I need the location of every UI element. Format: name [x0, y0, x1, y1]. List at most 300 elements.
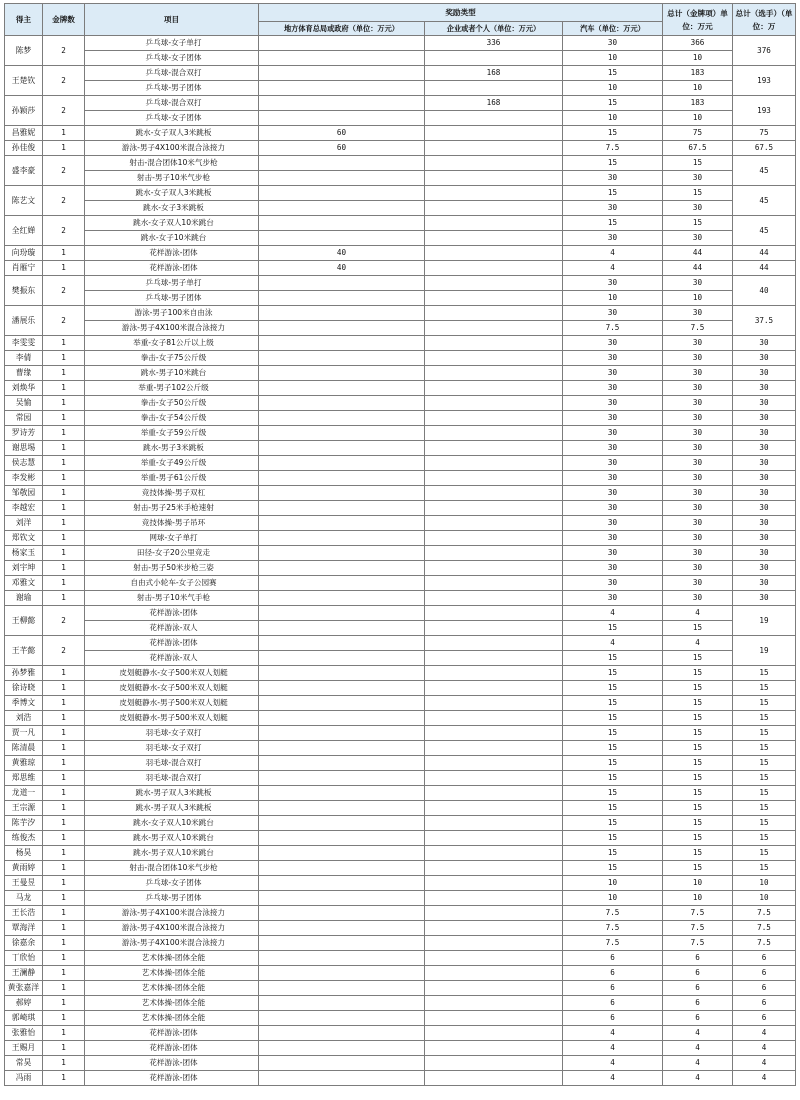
- car-reward: 30: [563, 426, 663, 441]
- enterprise-reward: [425, 51, 563, 66]
- enterprise-reward: [425, 891, 563, 906]
- event-name: 花样游泳-团体: [85, 606, 259, 621]
- event-name: 羽毛球-女子双打: [85, 726, 259, 741]
- athlete-total: 15: [733, 726, 796, 741]
- medal-total: 15: [663, 771, 733, 786]
- athlete-name: 龙道一: [5, 786, 43, 801]
- medal-count: 1: [43, 846, 85, 861]
- medal-total: 10: [663, 51, 733, 66]
- medal-count: 1: [43, 426, 85, 441]
- athlete-total: 30: [733, 501, 796, 516]
- athlete-total: 376: [733, 36, 796, 66]
- government-reward: [259, 591, 425, 606]
- table-row: [5, 246, 796, 261]
- medal-total: 6: [663, 1011, 733, 1026]
- medal-count-header: 金牌数: [43, 4, 85, 36]
- table-row: [5, 171, 796, 186]
- enterprise-reward: 168: [425, 96, 563, 111]
- table-row: [5, 801, 796, 816]
- event-name: 跳水-男子10米跳台: [85, 366, 259, 381]
- table-row: [5, 426, 796, 441]
- event-name: 羽毛球-混合双打: [85, 756, 259, 771]
- table-row: [5, 36, 796, 51]
- table-row: [5, 696, 796, 711]
- athlete-name: 侯志慧: [5, 456, 43, 471]
- athlete-total: 7.5: [733, 936, 796, 951]
- car-reward: 15: [563, 651, 663, 666]
- car-reward: 4: [563, 1071, 663, 1086]
- medal-count: 1: [43, 471, 85, 486]
- athlete-total: 30: [733, 426, 796, 441]
- event-name: 跳水-男子双人10米跳台: [85, 846, 259, 861]
- enterprise-reward: 336: [425, 36, 563, 51]
- enterprise-reward: [425, 171, 563, 186]
- enterprise-reward: [425, 141, 563, 156]
- athlete-total: 15: [733, 831, 796, 846]
- event-name: 跳水-女子双人3米跳板: [85, 126, 259, 141]
- medal-count: 2: [43, 306, 85, 336]
- athlete-name: 陈艺文: [5, 186, 43, 216]
- athlete-name: 郑钦文: [5, 531, 43, 546]
- medal-total: 30: [663, 411, 733, 426]
- medal-total: 15: [663, 756, 733, 771]
- table-row: [5, 606, 796, 621]
- athlete-total: 19: [733, 606, 796, 636]
- medal-total: 15: [663, 786, 733, 801]
- enterprise-reward: [425, 636, 563, 651]
- athlete-total: 6: [733, 996, 796, 1011]
- enterprise-reward: [425, 531, 563, 546]
- medal-total: 366: [663, 36, 733, 51]
- government-reward: [259, 531, 425, 546]
- athlete-total: 15: [733, 756, 796, 771]
- table-row: [5, 231, 796, 246]
- athlete-total: 30: [733, 471, 796, 486]
- table-row: [5, 981, 796, 996]
- athlete-name: 王宗源: [5, 801, 43, 816]
- enterprise-reward: [425, 801, 563, 816]
- car-reward: 15: [563, 156, 663, 171]
- medal-count: 1: [43, 441, 85, 456]
- event-name: 花样游泳-团体: [85, 261, 259, 276]
- government-reward: [259, 171, 425, 186]
- athlete-total: 15: [733, 861, 796, 876]
- table-row: [5, 1011, 796, 1026]
- car-reward: 4: [563, 261, 663, 276]
- medal-count: 2: [43, 216, 85, 246]
- enterprise-reward: [425, 81, 563, 96]
- enterprise-reward: [425, 981, 563, 996]
- table-row: [5, 786, 796, 801]
- athlete-name: 王芊懿: [5, 636, 43, 666]
- event-name: 花样游泳-双人: [85, 621, 259, 636]
- table-row: [5, 201, 796, 216]
- event-name: 花样游泳-团体: [85, 1071, 259, 1086]
- athlete-name: 马龙: [5, 891, 43, 906]
- medal-count: 1: [43, 141, 85, 156]
- government-reward: [259, 441, 425, 456]
- government-reward: [259, 456, 425, 471]
- table-row: [5, 1056, 796, 1071]
- car-reward: 6: [563, 951, 663, 966]
- government-reward: 60: [259, 126, 425, 141]
- table-row: [5, 771, 796, 786]
- car-reward: 15: [563, 831, 663, 846]
- table-row: [5, 96, 796, 111]
- athlete-total: 7.5: [733, 921, 796, 936]
- athlete-name: 吴愉: [5, 396, 43, 411]
- car-reward: 10: [563, 51, 663, 66]
- government-reward: [259, 771, 425, 786]
- event-name: 跳水-女子双人10米跳台: [85, 216, 259, 231]
- table-row: [5, 576, 796, 591]
- athlete-name: 曹缘: [5, 366, 43, 381]
- athlete-name: 李雯雯: [5, 336, 43, 351]
- government-reward: [259, 336, 425, 351]
- table-row: [5, 591, 796, 606]
- event-name: 举重-男子61公斤级: [85, 471, 259, 486]
- government-reward: [259, 201, 425, 216]
- medal-total: 4: [663, 1026, 733, 1041]
- table-row: [5, 531, 796, 546]
- car-reward: 15: [563, 771, 663, 786]
- table-row: [5, 546, 796, 561]
- car-reward: 30: [563, 366, 663, 381]
- medal-count: 1: [43, 771, 85, 786]
- enterprise-reward: [425, 846, 563, 861]
- government-reward: [259, 711, 425, 726]
- athlete-name: 王长浩: [5, 906, 43, 921]
- medal-count: 1: [43, 756, 85, 771]
- medal-total: 7.5: [663, 321, 733, 336]
- athlete-total: 45: [733, 186, 796, 216]
- medal-total: 6: [663, 966, 733, 981]
- medal-total: 30: [663, 351, 733, 366]
- government-reward: [259, 681, 425, 696]
- car-reward: 15: [563, 96, 663, 111]
- car-reward: 7.5: [563, 936, 663, 951]
- athlete-total: 30: [733, 576, 796, 591]
- event-name: 田径-女子20公里竞走: [85, 546, 259, 561]
- medal-total: 30: [663, 366, 733, 381]
- table-row: [5, 891, 796, 906]
- medal-total: 10: [663, 111, 733, 126]
- government-reward: [259, 1041, 425, 1056]
- medal-count: 2: [43, 186, 85, 216]
- medal-total: 6: [663, 981, 733, 996]
- government-reward: [259, 756, 425, 771]
- enterprise-reward: [425, 696, 563, 711]
- medal-count: 1: [43, 531, 85, 546]
- athlete-name: 张雅怡: [5, 1026, 43, 1041]
- athlete-total: 30: [733, 456, 796, 471]
- medal-count: 1: [43, 816, 85, 831]
- event-name: 皮划艇静水-女子500米双人划艇: [85, 681, 259, 696]
- government-reward: [259, 81, 425, 96]
- athlete-name: 王楚钦: [5, 66, 43, 96]
- event-name: 羽毛球-女子双打: [85, 741, 259, 756]
- event-name: 举重-男子102公斤级: [85, 381, 259, 396]
- header-row: [5, 4, 796, 22]
- table-row: [5, 666, 796, 681]
- athlete-name: 徐嘉余: [5, 936, 43, 951]
- car-reward: 30: [563, 306, 663, 321]
- table-row: [5, 456, 796, 471]
- event-name: 皮划艇静水-男子500米双人划艇: [85, 711, 259, 726]
- medal-total: 15: [663, 726, 733, 741]
- medal-total: 15: [663, 846, 733, 861]
- event-name: 游泳-男子4X100米混合泳接力: [85, 921, 259, 936]
- car-reward: 30: [563, 201, 663, 216]
- medal-total: 30: [663, 546, 733, 561]
- reward-spreadsheet: [4, 3, 796, 1086]
- car-reward: 7.5: [563, 921, 663, 936]
- enterprise-reward: [425, 321, 563, 336]
- event-name: 网球-女子单打: [85, 531, 259, 546]
- medal-count: 1: [43, 576, 85, 591]
- enterprise-reward: [425, 276, 563, 291]
- table-row: [5, 336, 796, 351]
- event-name: 举重-女子81公斤以上级: [85, 336, 259, 351]
- event-name: 乒乓球-女子团体: [85, 51, 259, 66]
- athlete-total: 6: [733, 981, 796, 996]
- government-reward: [259, 381, 425, 396]
- medal-total: 4: [663, 1056, 733, 1071]
- medal-count: 2: [43, 96, 85, 126]
- medal-count: 2: [43, 156, 85, 186]
- athlete-name: 冯雨: [5, 1071, 43, 1086]
- car-reward: 15: [563, 726, 663, 741]
- event-name: 花样游泳-团体: [85, 1041, 259, 1056]
- government-reward: [259, 651, 425, 666]
- event-name: 射击-男子10米气步枪: [85, 171, 259, 186]
- medal-total: 30: [663, 396, 733, 411]
- medal-count: 1: [43, 921, 85, 936]
- medal-count: 1: [43, 246, 85, 261]
- enterprise-reward: [425, 186, 563, 201]
- medal-total: 30: [663, 471, 733, 486]
- medal-total: 183: [663, 96, 733, 111]
- table-row: [5, 351, 796, 366]
- enterprise-reward: [425, 606, 563, 621]
- government-reward: 40: [259, 246, 425, 261]
- event-name: 跳水-女子双人3米跳板: [85, 186, 259, 201]
- athlete-name: 李发彬: [5, 471, 43, 486]
- medal-count: 1: [43, 501, 85, 516]
- event-name: 游泳-男子100米自由泳: [85, 306, 259, 321]
- government-reward: [259, 96, 425, 111]
- athlete-total: 30: [733, 441, 796, 456]
- table-row: [5, 321, 796, 336]
- enterprise-reward: [425, 111, 563, 126]
- car-header: 汽车（单位：万元）: [563, 22, 663, 36]
- athlete-name: 樊振东: [5, 276, 43, 306]
- enterprise-reward: [425, 936, 563, 951]
- car-reward: 10: [563, 891, 663, 906]
- table-body: [5, 36, 796, 1086]
- athlete-name: 刘焕华: [5, 381, 43, 396]
- government-reward: [259, 606, 425, 621]
- medal-count: 1: [43, 831, 85, 846]
- government-reward: [259, 861, 425, 876]
- enterprise-reward: 168: [425, 66, 563, 81]
- enterprise-reward: [425, 681, 563, 696]
- enterprise-reward: [425, 201, 563, 216]
- event-name: 皮划艇静水-男子500米双人划艇: [85, 696, 259, 711]
- event-name: 跳水-男子双人3米跳板: [85, 786, 259, 801]
- car-reward: 6: [563, 1011, 663, 1026]
- government-reward: [259, 36, 425, 51]
- enterprise-reward: [425, 666, 563, 681]
- medal-count: 1: [43, 546, 85, 561]
- enterprise-reward: [425, 381, 563, 396]
- enterprise-reward: [425, 1041, 563, 1056]
- medal-count: 1: [43, 681, 85, 696]
- athlete-name: 肖雁宁: [5, 261, 43, 276]
- medal-total: 4: [663, 1041, 733, 1056]
- athlete-name: 陈清晨: [5, 741, 43, 756]
- enterprise-reward: [425, 756, 563, 771]
- table-row: [5, 711, 796, 726]
- medal-total: 30: [663, 441, 733, 456]
- athlete-name: 王柳懿: [5, 606, 43, 636]
- event-name: 艺术体操-团体全能: [85, 996, 259, 1011]
- government-reward: [259, 546, 425, 561]
- athlete-total: 44: [733, 246, 796, 261]
- table-row: [5, 441, 796, 456]
- athlete-name: 罗诗芳: [5, 426, 43, 441]
- table-row: [5, 486, 796, 501]
- medal-count: 1: [43, 696, 85, 711]
- medal-total: 30: [663, 576, 733, 591]
- enterprise-reward: [425, 126, 563, 141]
- car-reward: 30: [563, 381, 663, 396]
- enterprise-reward: [425, 291, 563, 306]
- medal-total: 6: [663, 951, 733, 966]
- enterprise-reward: [425, 876, 563, 891]
- table-row: [5, 681, 796, 696]
- government-reward: [259, 66, 425, 81]
- event-name: 羽毛球-混合双打: [85, 771, 259, 786]
- table-row: [5, 846, 796, 861]
- event-name: 游泳-男子4X100米混合泳接力: [85, 141, 259, 156]
- athlete-name: 黄雅琼: [5, 756, 43, 771]
- athlete-total: 193: [733, 66, 796, 96]
- government-reward: [259, 936, 425, 951]
- medal-count: 2: [43, 606, 85, 636]
- medal-count: 1: [43, 861, 85, 876]
- government-reward: [259, 321, 425, 336]
- medal-total: 15: [663, 816, 733, 831]
- table-row: [5, 126, 796, 141]
- government-reward: 60: [259, 141, 425, 156]
- car-reward: 15: [563, 756, 663, 771]
- medal-total: 4: [663, 636, 733, 651]
- event-name: 乒乓球-混合双打: [85, 66, 259, 81]
- event-name: 跳水-男子双人10米跳台: [85, 831, 259, 846]
- medal-count: 1: [43, 126, 85, 141]
- athlete-name: 潘展乐: [5, 306, 43, 336]
- car-reward: 4: [563, 246, 663, 261]
- government-reward: [259, 291, 425, 306]
- government-reward: [259, 1011, 425, 1026]
- enterprise-reward: [425, 1011, 563, 1026]
- car-reward: 6: [563, 966, 663, 981]
- car-reward: 15: [563, 786, 663, 801]
- medal-total: 15: [663, 831, 733, 846]
- enterprise-reward: [425, 951, 563, 966]
- athlete-name: 季博文: [5, 696, 43, 711]
- event-name: 乒乓球-女子团体: [85, 111, 259, 126]
- medal-total: 7.5: [663, 906, 733, 921]
- table-row: [5, 141, 796, 156]
- reward-type-header: 奖励类型: [259, 4, 663, 22]
- medal-total: 4: [663, 606, 733, 621]
- event-name: 艺术体操-团体全能: [85, 1011, 259, 1026]
- car-reward: 4: [563, 606, 663, 621]
- medal-total: 30: [663, 231, 733, 246]
- government-reward: [259, 1026, 425, 1041]
- medal-total: 30: [663, 486, 733, 501]
- table-row: [5, 81, 796, 96]
- medal-total: 15: [663, 696, 733, 711]
- medal-count: 1: [43, 966, 85, 981]
- car-reward: 30: [563, 516, 663, 531]
- medal-total: 30: [663, 306, 733, 321]
- car-reward: 10: [563, 876, 663, 891]
- event-name: 乒乓球-混合双打: [85, 96, 259, 111]
- event-name: 跳水-男子双人3米跳板: [85, 801, 259, 816]
- enterprise-reward: [425, 711, 563, 726]
- table-row: [5, 1071, 796, 1086]
- medal-total: 30: [663, 381, 733, 396]
- enterprise-reward: [425, 831, 563, 846]
- athlete-total: 15: [733, 711, 796, 726]
- athlete-total: 30: [733, 531, 796, 546]
- table-row: [5, 51, 796, 66]
- table-row: [5, 1041, 796, 1056]
- enterprise-reward: [425, 1026, 563, 1041]
- government-reward: [259, 951, 425, 966]
- enterprise-reward: [425, 861, 563, 876]
- government-reward: [259, 411, 425, 426]
- medal-count: 1: [43, 351, 85, 366]
- event-name: 射击-男子10米气手枪: [85, 591, 259, 606]
- car-reward: 30: [563, 171, 663, 186]
- medal-count: 1: [43, 801, 85, 816]
- government-reward: [259, 426, 425, 441]
- table-row: [5, 501, 796, 516]
- car-reward: 15: [563, 696, 663, 711]
- medal-count: 1: [43, 366, 85, 381]
- athlete-name: 练俊杰: [5, 831, 43, 846]
- athlete-name: 常园: [5, 411, 43, 426]
- athlete-name: 谢思埸: [5, 441, 43, 456]
- athlete-total: 15: [733, 846, 796, 861]
- enterprise-reward: [425, 771, 563, 786]
- athlete-name: 常昊: [5, 1056, 43, 1071]
- athlete-total: 30: [733, 381, 796, 396]
- table-row: [5, 636, 796, 651]
- enterprise-reward: [425, 426, 563, 441]
- table-row: [5, 921, 796, 936]
- medal-count: 1: [43, 1041, 85, 1056]
- athlete-name: 邓雅文: [5, 576, 43, 591]
- medal-count: 2: [43, 636, 85, 666]
- table-row: [5, 861, 796, 876]
- enterprise-reward: [425, 921, 563, 936]
- event-name: 艺术体操-团体全能: [85, 981, 259, 996]
